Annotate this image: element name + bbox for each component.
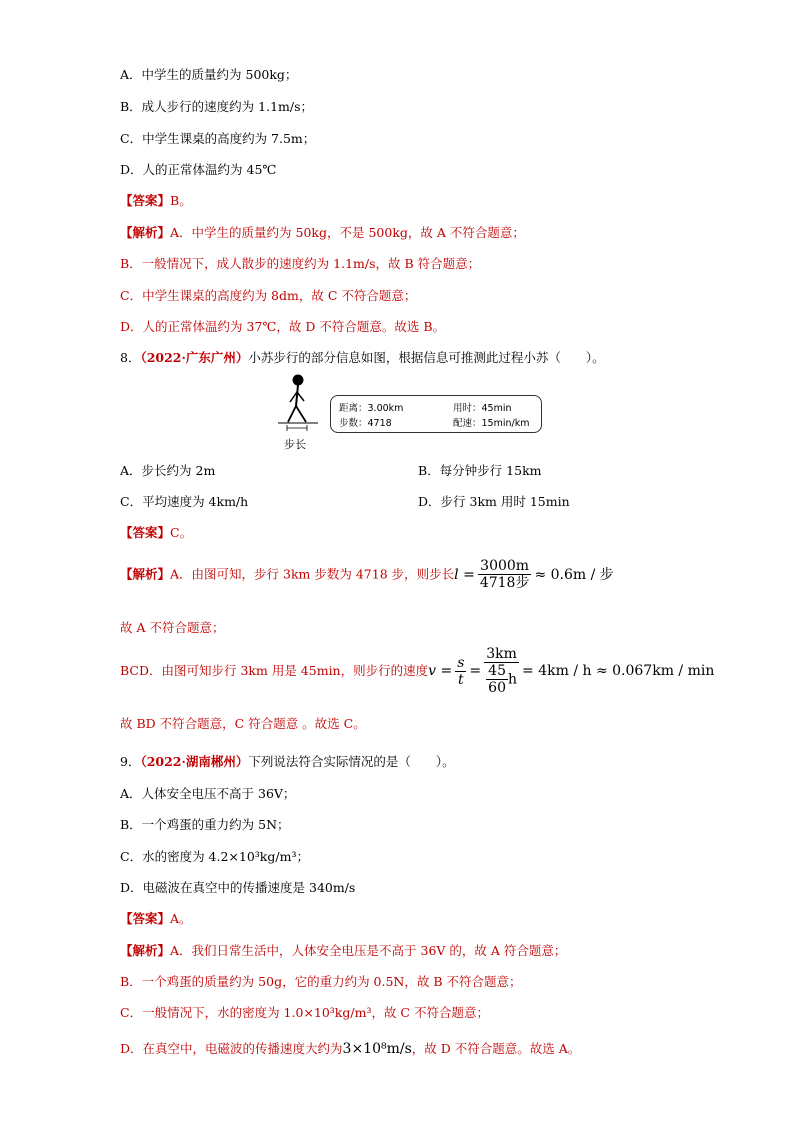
q8-analysis-bcd-tail: 故 BD 不符合题意，C 符合题意 。故选 C。 <box>120 716 366 731</box>
answer-value: B。 <box>170 193 192 208</box>
question-number: 8． <box>120 350 141 365</box>
answer-value: A。 <box>170 911 192 926</box>
answer-tag: 【答案】 <box>120 911 171 926</box>
q7-analysis-c: C．中学生课桌的高度约为 8dm，故 C 不符合题意； <box>120 288 417 303</box>
question-stem: 下列说法符合实际情况的是（ ）。 <box>248 754 455 769</box>
answer-value: C。 <box>170 525 193 540</box>
formula-var-v: v <box>428 663 437 679</box>
pace-text: 配速：15min/km <box>453 418 530 429</box>
fraction-numerator: 3km <box>484 646 519 663</box>
q8-answer <box>120 525 192 541</box>
fraction-denominator: t <box>458 671 464 688</box>
speed-of-light-value: 3×10⁸m/s <box>342 1041 412 1057</box>
q8-analysis-a <box>120 558 614 591</box>
analysis-text: BCD．由图可知步行 3km 用是 45min，则步行的速度 <box>120 663 429 678</box>
formula-var-l: l <box>454 566 459 583</box>
analysis-text: D．在真空中，电磁波的传播速度大约为 <box>120 1041 343 1056</box>
walking-person-figure <box>278 372 318 436</box>
inner-numerator: 45 <box>488 663 506 679</box>
question-number: 9． <box>120 754 141 769</box>
q9-analysis-c: C．一般情况下，水的密度为 1.0×10³kg/m³，故 C 不符合题意； <box>120 1005 489 1020</box>
q9-option-d: D．电磁波在真空中的传播速度是 340m/s <box>120 880 356 895</box>
q7-answer <box>120 193 192 209</box>
inner-denominator: 60 <box>488 680 506 696</box>
q7-analysis-a <box>120 225 525 241</box>
fraction-numerator: s <box>457 654 465 671</box>
q8-analysis-bcd <box>120 646 714 696</box>
stride-label: 步长 <box>284 438 306 451</box>
stride-formula: l = $\frac{3000m}{\text{4718步}}$ ≈ 0.6m / 步 <box>454 558 614 591</box>
answer-tag: 【答案】 <box>120 193 171 208</box>
fraction-numerator: 3000m <box>478 558 532 575</box>
fraction-denominator: 4718步 <box>479 575 530 591</box>
question-stem: 小苏步行的部分信息如图，根据信息可推测此过程小苏（ ）。 <box>248 350 605 365</box>
q9-option-a: A．人体安全电压不高于 36V； <box>120 786 296 801</box>
fraction <box>478 558 532 591</box>
question-source: （2022·湖南郴州） <box>140 754 249 769</box>
question-source: （2022·广东广州） <box>140 350 249 365</box>
q8-option-b: B．每分钟步行 15km <box>418 463 542 478</box>
q7-option-a: A．中学生的质量约为 500kg； <box>120 67 298 82</box>
analysis-text-tail: ，故 D 不符合题意。故选 A。 <box>411 1041 581 1056</box>
inner-unit: h <box>507 671 518 688</box>
q8-analysis-a-tail: 故 A 不符合题意； <box>120 620 225 635</box>
analysis-tag: 【解析】 <box>120 943 171 958</box>
formula-result: ≈ 0.6m / 步 <box>534 566 614 583</box>
q8-option-a: A．步长约为 2m <box>120 463 216 478</box>
steps-text: 步数：4718 <box>339 418 392 429</box>
q8-stem <box>120 350 605 366</box>
q7-option-b: B．成人步行的速度约为 1.1m/s； <box>120 99 314 114</box>
q9-analysis-d <box>120 1041 580 1057</box>
answer-tag: 【答案】 <box>120 525 171 540</box>
analysis-text: A．由图可知，步行 3km 步数为 4718 步，则步长 <box>170 566 455 582</box>
q9-stem <box>120 754 455 770</box>
q7-analysis-b: B．一般情况下，成人散步的速度约为 1.1m/s，故 B 符合题意； <box>120 256 481 271</box>
fraction-3km <box>484 646 519 696</box>
q9-option-b: B．一个鸡蛋的重力约为 5N； <box>120 817 290 832</box>
q7-analysis-d: D．人的正常体温约为 37℃，故 D 不符合题意。故选 B。 <box>120 319 446 334</box>
analysis-text: A．我们日常生活中，人体安全电压是不高于 36V 的，故 A 符合题意； <box>170 943 567 958</box>
speed-formula: v = $\frac{s}{t}$ = 3km $\frac{45}{60}$ h = 4km / h ≈ 0.067km / min <box>428 646 715 696</box>
q8-option-d: D．步行 3km 用时 15min <box>418 494 570 509</box>
q7-option-c: C．中学生课桌的高度约为 7.5m； <box>120 131 316 146</box>
analysis-text: A．中学生的质量约为 50kg，不是 500kg，故 A 不符合题意； <box>170 225 525 240</box>
q9-analysis-b: B．一个鸡蛋的质量约为 50g，它的重力约为 0.5N，故 B 不符合题意； <box>120 974 522 989</box>
distance-text: 距离：3.00km <box>339 403 404 414</box>
analysis-tag: 【解析】 <box>120 225 171 240</box>
fraction-s-t <box>455 655 466 688</box>
q8-option-c: C．平均速度为 4km/h <box>120 494 249 509</box>
formula-result: = 4km / h ≈ 0.067km / min <box>522 663 715 679</box>
walking-info-panel <box>330 395 542 433</box>
q9-answer <box>120 911 192 927</box>
analysis-tag: 【解析】 <box>120 566 171 582</box>
time-text: 用时：45min <box>453 403 512 414</box>
q7-option-d: D．人的正常体温约为 45℃ <box>120 162 277 177</box>
fraction-denominator <box>484 663 519 696</box>
q9-analysis-a <box>120 943 566 959</box>
q9-option-c: C．水的密度为 4.2×10³kg/m³； <box>120 849 309 864</box>
